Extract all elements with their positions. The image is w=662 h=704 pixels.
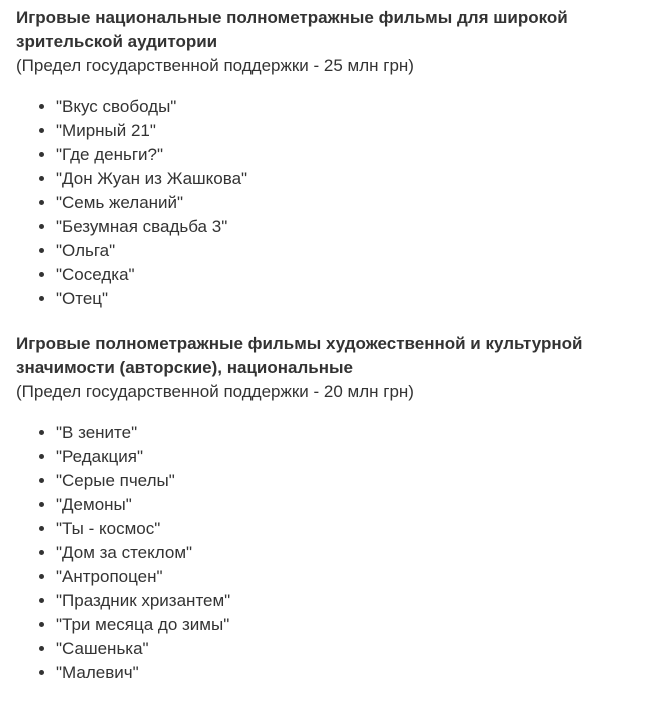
list-item: • "Дом за стеклом" [56, 541, 646, 565]
section-heading [16, 332, 646, 404]
list-item: • "Соседка" [56, 263, 646, 287]
list-item: • "Антропоцен" [56, 565, 646, 589]
list-item: • "Серые пчелы" [56, 469, 646, 493]
film-list [16, 95, 646, 311]
list-item: • "В зените" [56, 421, 646, 445]
list-item: • "Сашенька" [56, 637, 646, 661]
list-item: • "Демоны" [56, 493, 646, 517]
film-list [16, 421, 646, 685]
support-limit: (Предел государственной поддержки - 25 млн грн) [16, 56, 414, 75]
list-item: • "Ольга" [56, 239, 646, 263]
list-item: • "Малевич" [56, 661, 646, 685]
list-item: • "Вкус свободы" [56, 95, 646, 119]
section-title: Игровые национальные полнометражные фильмы для широкой зрительской аудитории [16, 8, 568, 51]
list-item: • "Праздник хризантем" [56, 589, 646, 613]
list-item: • "Где деньги?" [56, 143, 646, 167]
list-item: • "Ты - космос" [56, 517, 646, 541]
list-item: • "Семь желаний" [56, 191, 646, 215]
list-item: • "Мирный 21" [56, 119, 646, 143]
list-item: • "Дон Жуан из Жашкова" [56, 167, 646, 191]
list-item: • "Безумная свадьба 3" [56, 215, 646, 239]
list-item: • "Отец" [56, 287, 646, 311]
list-item: • "Три месяца до зимы" [56, 613, 646, 637]
section-heading [16, 6, 646, 78]
section-title: Игровые полнометражные фильмы художественной и культурной значимости (авторские), национальные [16, 334, 583, 377]
support-limit: (Предел государственной поддержки - 20 млн грн) [16, 382, 414, 401]
list-item: • "Редакция" [56, 445, 646, 469]
